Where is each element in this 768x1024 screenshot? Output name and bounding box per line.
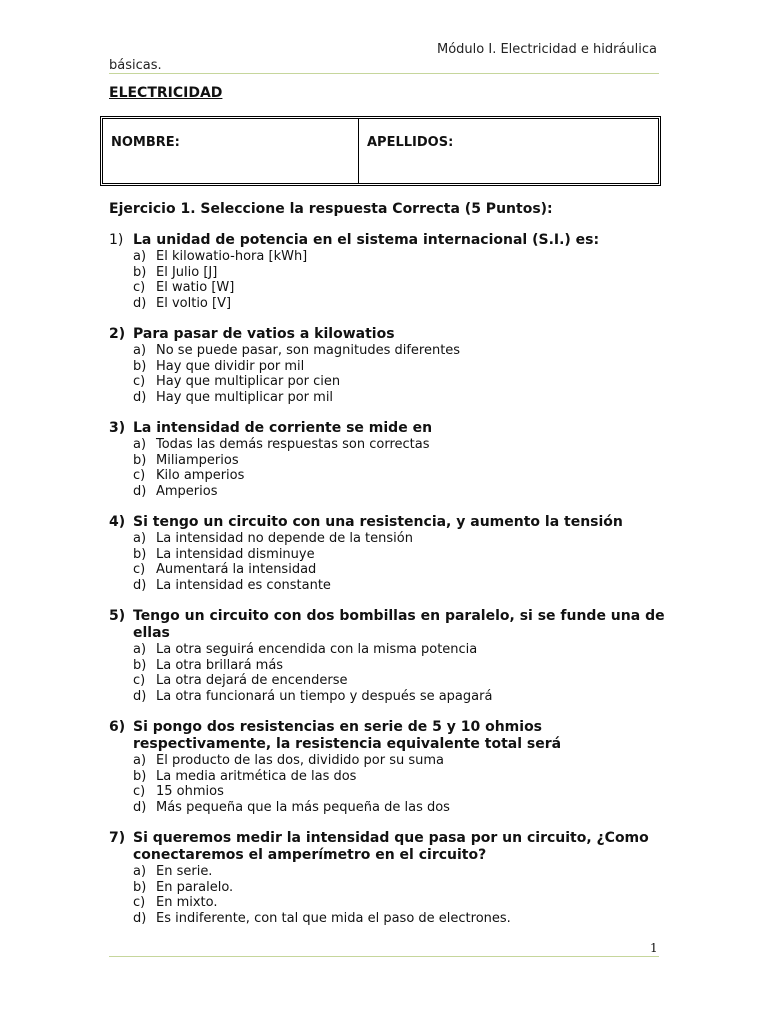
- question-5: [109, 608, 669, 704]
- option-text: Hay que dividir por mil: [156, 358, 305, 374]
- option-text: Hay que multiplicar por mil: [156, 389, 334, 405]
- option-b[interactable]: [133, 547, 669, 563]
- option-d[interactable]: [133, 390, 669, 406]
- question-stem: [109, 830, 669, 864]
- option-letter: d): [133, 577, 147, 593]
- option-letter: d): [133, 688, 147, 704]
- option-list: [109, 642, 669, 704]
- option-letter: a): [133, 343, 147, 358]
- question-stem: [109, 719, 669, 753]
- option-b[interactable]: [133, 359, 669, 375]
- question-number: 1): [109, 232, 124, 248]
- option-letter: b): [133, 546, 147, 562]
- option-letter: b): [133, 358, 147, 374]
- option-text: Todas las demás respuestas son correctas: [156, 437, 430, 452]
- option-letter: a): [133, 864, 147, 879]
- exercise-title: Ejercicio 1. Seleccione la respuesta Correcta (5 Puntos):: [109, 201, 553, 217]
- option-letter: a): [133, 642, 147, 657]
- option-c[interactable]: [133, 673, 669, 689]
- footer-divider: [109, 956, 659, 957]
- option-text: La intensidad es constante: [156, 577, 331, 593]
- option-letter: a): [133, 531, 147, 546]
- question-number: 4): [109, 514, 126, 530]
- option-text: Aumentará la intensidad: [156, 562, 317, 577]
- option-a[interactable]: [133, 249, 669, 265]
- option-text: El kilowatio-hora [kWh]: [156, 249, 308, 264]
- question-4: [109, 514, 669, 593]
- option-d[interactable]: [133, 689, 669, 705]
- question-7: [109, 830, 669, 926]
- apellidos-field[interactable]: APELLIDOS:: [367, 135, 454, 150]
- question-3: [109, 420, 669, 499]
- option-letter: c): [133, 562, 146, 577]
- question-2: [109, 326, 669, 405]
- option-d[interactable]: [133, 296, 669, 312]
- question-stem: [109, 514, 669, 531]
- question-6: [109, 719, 669, 815]
- option-d[interactable]: [133, 911, 669, 927]
- question-number: 6): [109, 719, 126, 735]
- option-a[interactable]: [133, 642, 669, 658]
- option-text: Amperios: [156, 483, 218, 499]
- option-d[interactable]: [133, 578, 669, 594]
- option-a[interactable]: [133, 437, 669, 453]
- option-letter: d): [133, 910, 147, 926]
- option-list: [109, 343, 669, 405]
- option-letter: d): [133, 295, 147, 311]
- option-b[interactable]: [133, 769, 669, 785]
- option-text: La intensidad disminuye: [156, 546, 315, 562]
- option-letter: c): [133, 374, 146, 389]
- option-text: El voltio [V]: [156, 295, 232, 311]
- option-list: [109, 531, 669, 593]
- header-title-left: básicas.: [109, 58, 162, 73]
- option-text: Kilo amperios: [156, 468, 245, 483]
- option-b[interactable]: [133, 658, 669, 674]
- option-d[interactable]: [133, 484, 669, 500]
- option-letter: a): [133, 753, 147, 768]
- option-letter: b): [133, 264, 147, 280]
- option-letter: c): [133, 468, 146, 483]
- option-letter: b): [133, 657, 147, 673]
- option-a[interactable]: [133, 753, 669, 769]
- option-text: El producto de las dos, dividido por su suma: [156, 753, 444, 768]
- option-c[interactable]: [133, 374, 669, 390]
- option-a[interactable]: [133, 864, 669, 880]
- option-a[interactable]: [133, 531, 669, 547]
- option-letter: d): [133, 483, 147, 499]
- page-number: 1: [650, 941, 658, 955]
- option-letter: b): [133, 452, 147, 468]
- section-title: ELECTRICIDAD: [109, 85, 223, 101]
- option-b[interactable]: [133, 265, 669, 281]
- option-text: La intensidad no depende de la tensión: [156, 531, 413, 546]
- option-text: No se puede pasar, son magnitudes diferentes: [156, 343, 461, 358]
- option-b[interactable]: [133, 880, 669, 896]
- option-text: La media aritmética de las dos: [156, 768, 357, 784]
- option-list: [109, 753, 669, 815]
- question-stem: [109, 420, 669, 437]
- option-c[interactable]: [133, 784, 669, 800]
- option-c[interactable]: [133, 280, 669, 296]
- question-number: 7): [109, 830, 126, 846]
- question-1: [109, 232, 669, 311]
- option-text: Es indiferente, con tal que mida el paso de electrones.: [156, 910, 511, 926]
- question-stem: [109, 608, 669, 642]
- option-text: En paralelo.: [156, 879, 234, 895]
- question-number: 2): [109, 326, 126, 342]
- option-d[interactable]: [133, 800, 669, 816]
- question-text: La unidad de potencia en el sistema internacional (S.I.) es:: [133, 232, 600, 248]
- question-list: [109, 232, 669, 941]
- header-divider: [109, 73, 659, 74]
- option-c[interactable]: [133, 895, 669, 911]
- option-letter: b): [133, 879, 147, 895]
- option-text: Hay que multiplicar por cien: [156, 374, 341, 389]
- option-letter: c): [133, 784, 146, 799]
- option-letter: c): [133, 895, 146, 910]
- header-title-right: Módulo I. Electricidad e hidráulica: [437, 42, 657, 57]
- name-table: [100, 116, 661, 186]
- option-c[interactable]: [133, 468, 669, 484]
- option-text: Más pequeña que la más pequeña de las dos: [156, 799, 450, 815]
- option-text: En serie.: [156, 864, 213, 879]
- option-text: Miliamperios: [156, 452, 239, 468]
- question-number: 5): [109, 608, 126, 624]
- option-letter: b): [133, 768, 147, 784]
- option-text: La otra brillará más: [156, 657, 284, 673]
- question-stem: [109, 232, 669, 249]
- option-text: El watio [W]: [156, 280, 235, 295]
- option-text: El Julio [J]: [156, 264, 218, 280]
- option-text: La otra dejará de encenderse: [156, 673, 348, 688]
- option-text: 15 ohmios: [156, 784, 224, 799]
- option-letter: d): [133, 389, 147, 405]
- nombre-field[interactable]: NOMBRE:: [103, 119, 359, 183]
- question-text: Tengo un circuito con dos bombillas en paralelo, si se funde una de ellas: [133, 608, 665, 641]
- option-c[interactable]: [133, 562, 669, 578]
- option-letter: c): [133, 280, 146, 295]
- option-b[interactable]: [133, 453, 669, 469]
- option-text: En mixto.: [156, 895, 218, 910]
- option-letter: a): [133, 437, 147, 452]
- option-list: [109, 437, 669, 499]
- option-letter: c): [133, 673, 146, 688]
- question-text: Si pongo dos resistencias en serie de 5 y 10 ohmios respectivamente, la resistencia equivalente total será: [133, 719, 562, 752]
- option-letter: a): [133, 249, 147, 264]
- question-text: Si tengo un circuito con una resistencia, y aumento la tensión: [133, 514, 623, 530]
- option-text: La otra funcionará un tiempo y después se apagará: [156, 688, 493, 704]
- option-a[interactable]: [133, 343, 669, 359]
- question-text: La intensidad de corriente se mide en: [133, 420, 433, 436]
- option-list: [109, 864, 669, 926]
- question-text: Si queremos medir la intensidad que pasa por un circuito, ¿Como conectaremos el amperímetro en el circuito?: [133, 830, 649, 863]
- question-number: 3): [109, 420, 126, 436]
- option-list: [109, 249, 669, 311]
- question-stem: [109, 326, 669, 343]
- option-letter: d): [133, 799, 147, 815]
- question-text: Para pasar de vatios a kilowatios: [133, 326, 395, 342]
- option-text: La otra seguirá encendida con la misma potencia: [156, 642, 478, 657]
